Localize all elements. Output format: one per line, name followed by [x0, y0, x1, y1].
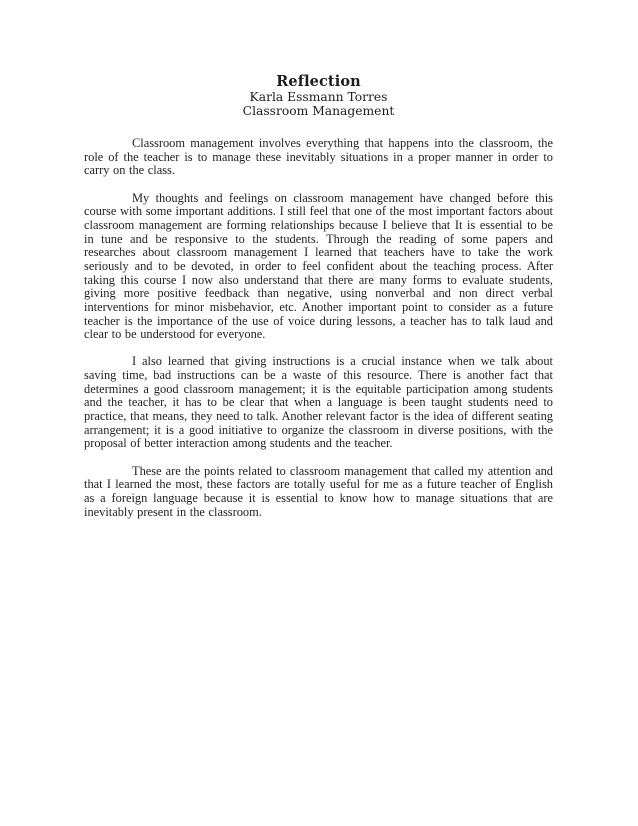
paragraph-1: Classroom management involves everything that happens into the classroom, the role of the teacher is to manage these inevitably situations in a proper manner in order to carry on the class.	[84, 136, 553, 178]
author-line: Karla Essmann Torres	[249, 90, 388, 104]
paragraph-4: These are the points related to classroom management that called my attention and that I learned the most, these factors are totally useful for me as a future teacher of English as a foreign language because it is essential to know how to manage situations that are inevitably present in the classroom.	[84, 463, 553, 519]
paragraph-3: I also learned that giving instructions is a crucial instance when we talk about saving time, bad instructions can be a waste of this resource. There is another fact that determines a good classroom management; it is the equitable participation among students and the teacher, it has to be clear that when a language is been taught students need to practice, that means, they need to talk. Another relevant factor is the idea of different seating arrangement; it is a good initiative to organize the classroom in diverse positions, with the proposal of better interaction among students and the teacher.	[84, 354, 553, 451]
subtitle-line: Classroom Management	[242, 103, 395, 118]
document-body	[84, 137, 553, 519]
title-block	[84, 74, 553, 118]
page-title: Reflection	[276, 73, 361, 90]
paragraph-2: My thoughts and feelings on classroom management have changed before this course with some important additions. I still feel that one of the most important factors about classroom management are forming relationships because I believe that It is essential to be in tune and be responsive to the students. Through the reading of some papers and researches about classroom management I learned that teachers have to take the work seriously and to be devoted, in order to feel confident about the teaching process. After taking this course I now also understand that there are many forms to evaluate students, giving more positive feedback than negative, using nonverbal and non direct verbal interventions for minor misbehavior, etc. Another important point to consider as a future teacher is the importance of the use of voice during lessons, a teacher has to talk laud and clear to be understood for everyone.	[84, 190, 553, 342]
